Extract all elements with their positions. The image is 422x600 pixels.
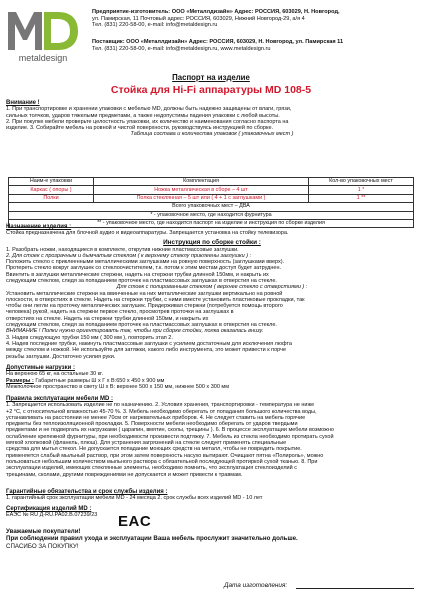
rules-line: устанавливать на расстоянии не менее 70см от нагревательных приборов. 4. Не следует ставить на мебель горячие	[6, 414, 306, 421]
rules-line: предметы без теплоизоляционной прокладки. 5. Поверхности мебели необходимо оберегать от ударов твердыми	[6, 421, 298, 428]
eac-mark-icon: EAC	[118, 513, 152, 530]
table-cell: Полка стеклянная – 5 шт или ( 4 + 1 с заглушками )	[94, 194, 309, 202]
assembly-line: резьбы заглушки. Достаточно усилия руки.	[6, 353, 116, 360]
date-label: Дата изготовления:	[224, 582, 288, 589]
assembly-line: 4. Надев последние трубки, накинуть пластмассовые заглушки с усилием достаточным для исключения люфта	[6, 340, 292, 347]
attention-heading: Внимание !	[6, 100, 40, 106]
thanks-line: При соблюдении правил ухода и эксплуатации Ваша мебель прослужит значительно дольше.	[6, 535, 298, 543]
table-row	[9, 186, 414, 194]
rules-line: пользоваться небольшим количеством мыльного раствора с обязательной последующей протиркой сухой тканью. 8. При	[6, 458, 318, 465]
sup-line: Тел. (831) 220-58-00, e-mail: info@metaldesign.ru, www.metaldesign.ru	[92, 45, 271, 52]
table-cell: 1 **	[309, 194, 414, 202]
purpose-section	[6, 224, 418, 237]
mfr-line: Предприятие-изготовитель: ООО «Металлдизайн» Адрес: РОССИЯ, 603029, Н. Новгород,	[92, 9, 340, 15]
rules-line: трещинами, сколами, другими повреждениями не допускается и может привести к травмам.	[6, 471, 243, 478]
size-text: Габаритные размеры Ш х Г х В:650 х 450 х 900 мм	[35, 377, 165, 384]
table-header-row	[9, 178, 414, 186]
table-cell: Ножка металлическая в сборе – 4 шт	[94, 186, 309, 194]
table-note-row	[9, 211, 414, 219]
logo-sub-text: metaldesign	[18, 53, 68, 63]
warranty-section	[6, 489, 418, 502]
cert-text: ЕАЭС № RU Д-RU.PA02.B.07239/23	[6, 512, 98, 519]
assembly-line: Протереть стекло вокруг заглушек со стеклоочистителем, т.к. потом к этим местам доступ будет затруднен.	[6, 265, 282, 272]
assembly-section	[6, 239, 418, 360]
assembly-line: человека) рукой, надеть на стержни первое стекло, просмотрев проточки на заглушках в	[6, 309, 234, 316]
table-caption: Таблица состава и количества упаковок ( упаковочных мест )	[130, 131, 294, 138]
loads-section	[6, 365, 418, 390]
table-total-row	[9, 203, 414, 211]
purpose-heading: Назначение изделия :	[6, 224, 72, 230]
table-total: Всего упаковочных мест – ДВА	[9, 203, 414, 211]
rules-line: применяется слабый мыльный раствор, при этом затем поверхность насухо вытирают. Очищают пятна «Полироль», можно	[6, 452, 324, 459]
purpose-text: Стойка предназначена для блочной аудио и видеоаппаратуры. Запрещается установка на стойку телевизора.	[6, 230, 289, 237]
mfr-line: ул. Памирская, 11 Почтовый адрес: РОССИЯ, 603029, Нижний Новгород-29, а/я 4	[92, 15, 305, 22]
thanks-section	[6, 528, 418, 550]
composition-table	[8, 177, 414, 228]
table-header: Кол-во упаковочных мест	[309, 178, 414, 186]
rules-heading: Правила эксплуатации мебели MD :	[6, 396, 113, 402]
table-header: Комплектация	[94, 178, 309, 186]
attention-line: сильных толчков, ударов тяжелыми предметами, а также недопустимы падения упаковки с любой высоты.	[6, 112, 280, 119]
size-label: Размеры :	[6, 377, 34, 384]
passport-heading: Паспорт на изделие	[172, 73, 250, 82]
assembly-line: Ввинтить в заглушки металлические стержни, надеть на стержни трубки длинной 150мм, и накрыть их	[6, 271, 269, 278]
assembly-line: Для стоек с полированным стеклом ( верхнее стекло с отверстиями ) :	[116, 284, 308, 291]
assembly-line: Положить стекло с приклеенными металлическими заглушками на ровную поверхность (заглушками вверх).	[6, 259, 285, 266]
table-row	[9, 194, 414, 202]
company-logo	[6, 6, 80, 66]
rules-line: предметами и не подвергать их нагрузками ( царапин, вмятин, сколы, трещины ). 6. В процессе эксплуатации мебели возможно	[6, 427, 334, 434]
assembly-line: ВНИМАНИЕ ! Полки нужно ориентировать так, чтобы при сборке стойки, полка оказалась внизу.	[6, 328, 264, 335]
assembly-line: 3. Надев следующую трубки 150 мм ( 300 мм ), повторить этап 2.	[6, 334, 173, 341]
assembly-heading: Инструкция по сборке стойки :	[163, 239, 261, 246]
assembly-line: следующим стеклом, следя за попаданием проточек на пластмассовых заглушках в отверстия на стекле.	[6, 277, 277, 284]
table-cell: 1 *	[309, 186, 414, 194]
rules-line: +2 °С, с относительной влажностью 45-70 %. 3. Мебель необходимо оберегать от попадания большого количества воды,	[6, 408, 317, 415]
rules-line: средства для мытья стекол. Не допускается попадание моющих средств на металл, чтобы не повредить покрытие.	[6, 446, 302, 453]
rules-line: ослабление крепежной фурнитуры, при необходимости произвести подтяжку. 7. Мебель из стекла необходимо протирать сухой	[6, 433, 334, 440]
logo-mark-icon	[6, 6, 80, 66]
assembly-line: чтобы они легли на проточку металлических заглушек. Придерживая стержни (потребуется помощь второго	[6, 303, 283, 310]
rules-line: эксплуатации изделий, имеющих стеклянные элементы, необходимо помнить, что эксплуатация стеклоизделий с	[6, 465, 297, 472]
attention-line: 1. При транспортировке и хранении упаковки с мебелью MD, должны быть надежно защищены от влаги, грязи,	[6, 106, 292, 113]
cert-heading: Сертификация изделий MD :	[6, 506, 92, 512]
warranty-heading: Гарантийные обязательства и срок службы изделия :	[6, 489, 168, 495]
product-title: Стойка для Hi-Fi аппаратуры MD 108-5	[110, 84, 312, 96]
assembly-line: между стеклом и ножкой. Не используйте для затяжки, какого либо инструмента, это может привести к порче	[6, 347, 287, 354]
mfr-line: Тел. (831) 220-58-00, e-mail: info@metaldesign.ru	[92, 22, 218, 29]
assembly-line: отверстиях на стекле. Надеть на стержни трубки длинной 150мм, и накрыть их	[6, 315, 209, 322]
attention-line: изделие. 3. Собирайте мебель на ровной и чистой поверхности, руководствуясь инструкцией по сборке.	[6, 125, 274, 132]
table-note: ** - упаковочное место, где находится паспорт на изделие и инструкция по сборке изделия	[9, 219, 414, 227]
loads-text: На верхнюю 65 кг, на остальные 30 кг.	[6, 371, 103, 378]
attention-line: 2. При покупке мебели проверьте целостность упаковки, их количество и наименования согласно паспорта на	[6, 118, 289, 125]
table-cell: Полки	[9, 194, 94, 202]
assembly-line: Установить металлические стержни на ввинченные на них металлические заглушки вертикально на ровной	[6, 290, 283, 297]
sup-line: Поставщик: ООО «Металлдизайн» Адрес: РОССИЯ, 603029, Н. Новгород, ул. Памирская 11	[92, 39, 344, 45]
manufacturer-info	[92, 9, 418, 29]
date-underline	[296, 588, 414, 589]
table-note: * - упаковочное место, где находится фурнитура	[9, 211, 414, 219]
assembly-line: следующим стеклом, следя за попаданием проточек на пластмассовых заглушках в отверстия на стекле.	[6, 322, 277, 329]
supplier-info	[92, 39, 418, 52]
attention-section	[6, 100, 418, 138]
loads-heading: Допустимые нагрузки :	[6, 365, 75, 371]
thanks-heading: Уважаемые покупатели!	[6, 528, 81, 535]
cert-section	[6, 506, 418, 519]
table-header: Наим-е упаковки	[9, 178, 94, 186]
header	[0, 0, 422, 68]
rules-section	[6, 396, 418, 478]
table-cell: Каркас ( опоры )	[9, 186, 94, 194]
assembly-line: плоскости, в отверстиях в стекле. Надеть на стержни трубки, с ними вместе установить пластиковые прокладки, так	[6, 296, 305, 303]
rules-line: мягкой хлопковой (фланель, плюш). Для устранения загрязнений на стекле следует применять специальные	[6, 440, 287, 447]
assembly-line: 2. Для стоек с прозрачным и дымчатым стеклом ( к верхнему стеклу приклеены заглушки ) :	[6, 252, 252, 259]
rules-line: 1. Запрещается использовать изделие не по назначению. 2. Условия хранения, транспортировки - температура не ниже	[6, 402, 315, 409]
warranty-text: 1. гарантийный срок эксплуатации мебели MD - 24 месяца 2. срок службы всех изделий MD - 10 лет	[6, 495, 263, 502]
thanks-line: СПАСИБО ЗА ПОКУПКУ!	[6, 542, 79, 550]
assembly-line: 1. Разобрать ножки, находящиеся в комплекте, открутив нижние пластмассовые заглушки.	[6, 246, 239, 253]
gap-text: Межполочное пространство в свету Ш х В: верхнее 500 х 150 мм, нижнее 500 х 300 мм	[6, 383, 229, 390]
